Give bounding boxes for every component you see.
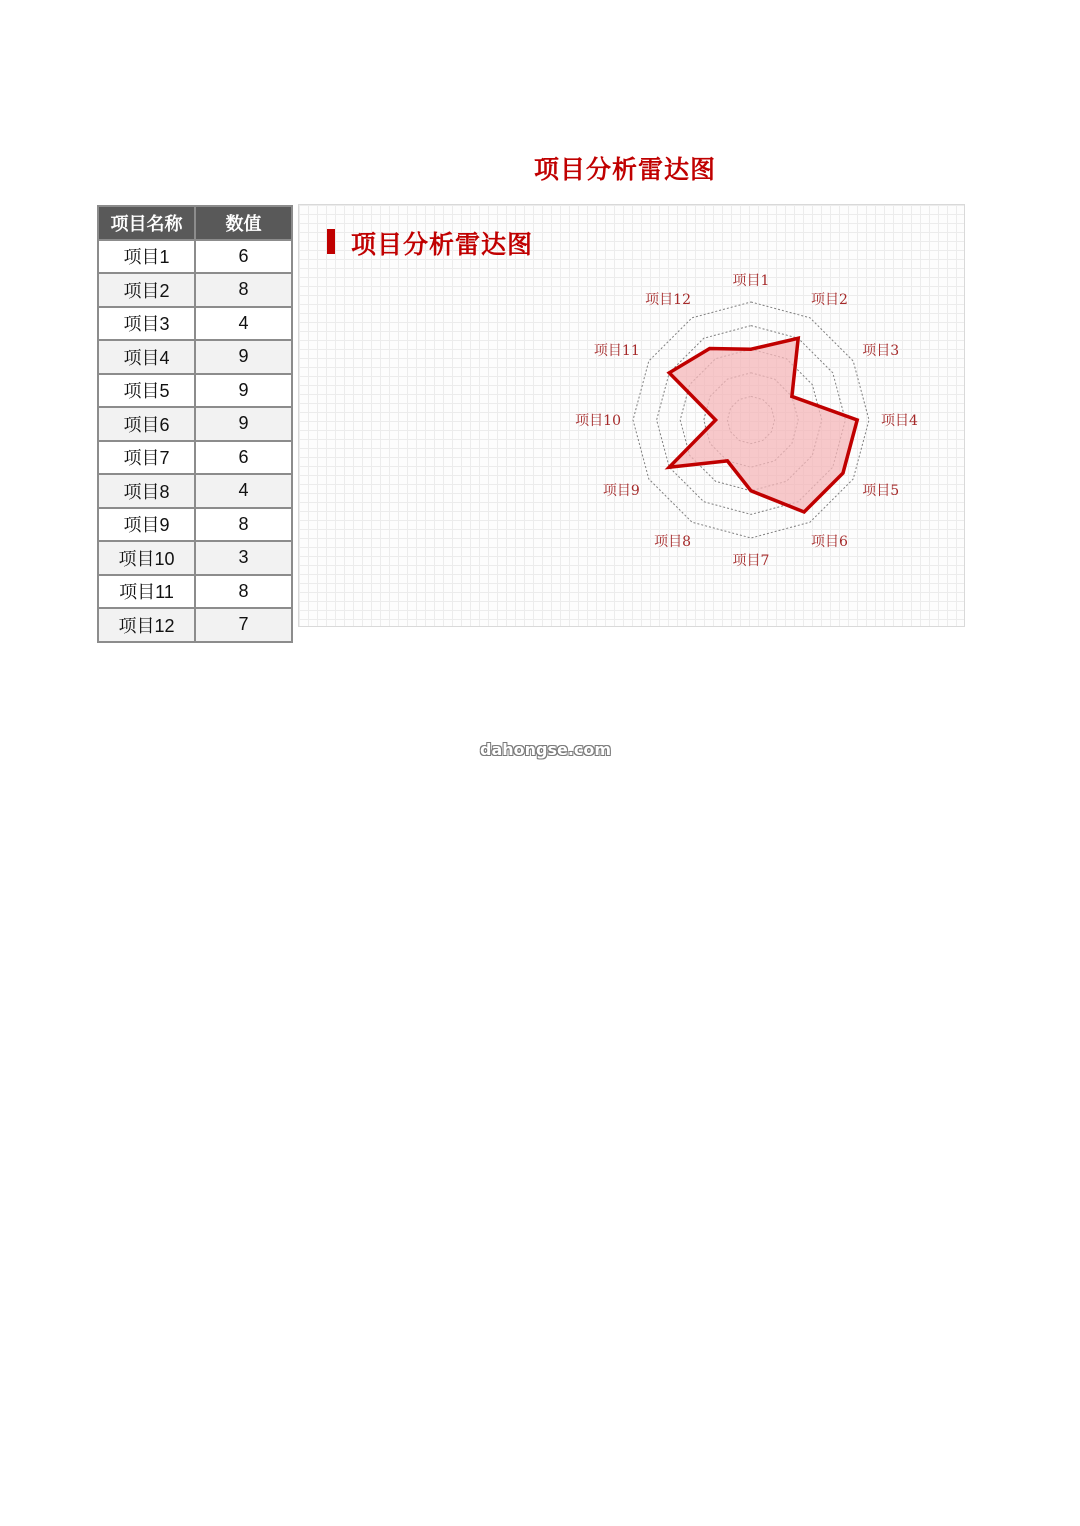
axis-label: 项目10 [575, 413, 621, 429]
data-point [797, 337, 800, 340]
table-row [98, 240, 292, 274]
table-row [98, 441, 292, 475]
table-row [98, 474, 292, 508]
page-title: 项目分析雷达图 [533, 155, 716, 184]
cell-item-name: 项目7 [98, 441, 195, 475]
data-table [97, 205, 293, 643]
watermark: dahongse.com [480, 740, 612, 759]
cell-item-name: 项目3 [98, 307, 195, 341]
cell-item-value: 6 [195, 240, 292, 274]
axis-label: 项目9 [602, 483, 640, 499]
table-row [98, 307, 292, 341]
table-row [98, 541, 292, 575]
cell-item-name: 项目11 [98, 575, 195, 609]
table-row [98, 608, 292, 642]
cell-item-value: 7 [195, 608, 292, 642]
table-row [98, 407, 292, 441]
data-series-polygon [669, 338, 857, 512]
data-point [668, 466, 671, 469]
cell-item-name: 项目1 [98, 240, 195, 274]
cell-item-value: 8 [195, 508, 292, 542]
data-point [856, 419, 859, 422]
cell-item-value: 4 [195, 474, 292, 508]
cell-item-name: 项目8 [98, 474, 195, 508]
cell-item-value: 8 [195, 575, 292, 609]
cell-item-name: 项目5 [98, 374, 195, 408]
data-point [803, 510, 806, 513]
data-point [668, 371, 671, 374]
column-header-value: 数值 [195, 206, 292, 240]
data-point [790, 395, 793, 398]
cell-item-name: 项目9 [98, 508, 195, 542]
table-row [98, 273, 292, 307]
data-point [714, 419, 717, 422]
data-point [750, 489, 753, 492]
axis-label: 项目3 [862, 343, 900, 359]
axis-label: 项目12 [645, 291, 691, 308]
data-point [708, 347, 711, 350]
chart-title: 项目分析雷达图 [351, 230, 534, 259]
radar-chart-panel [298, 204, 965, 627]
axis-label: 项目7 [732, 553, 770, 569]
cell-item-value: 9 [195, 407, 292, 441]
cell-item-name: 项目10 [98, 541, 195, 575]
axis-label: 项目8 [654, 534, 691, 551]
column-header-name: 项目名称 [98, 206, 195, 240]
axis-label: 项目5 [862, 483, 900, 499]
table-row [98, 374, 292, 408]
axis-label: 项目6 [811, 534, 848, 551]
cell-item-name: 项目4 [98, 340, 195, 374]
data-point [750, 348, 753, 351]
axis-label: 项目2 [811, 291, 848, 308]
cell-item-value: 8 [195, 273, 292, 307]
cell-item-value: 9 [195, 374, 292, 408]
table-row [98, 508, 292, 542]
cell-item-value: 9 [195, 340, 292, 374]
table-header-row [98, 206, 292, 240]
cell-item-value: 3 [195, 541, 292, 575]
data-point [841, 472, 844, 475]
data-point [726, 459, 729, 462]
cell-item-value: 4 [195, 307, 292, 341]
cell-item-value: 6 [195, 441, 292, 475]
cell-item-name: 项目2 [98, 273, 195, 307]
table-row [98, 340, 292, 374]
radar-chart [299, 205, 966, 628]
table-row [98, 575, 292, 609]
axis-label: 项目1 [732, 273, 770, 289]
axis-label: 项目11 [593, 343, 640, 359]
cell-item-name: 项目6 [98, 407, 195, 441]
axis-label: 项目4 [881, 413, 918, 429]
cell-item-name: 项目12 [98, 608, 195, 642]
